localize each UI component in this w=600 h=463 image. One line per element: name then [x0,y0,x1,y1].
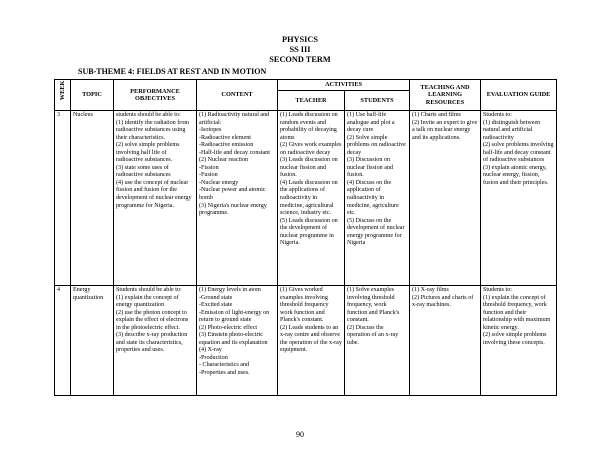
table-row [55,111,557,286]
cell-week: 4 [55,286,71,396]
cell-resources: (1) X-ray films (2) Pictures and charts of x-ray machines. [410,286,481,396]
class-title: SS III [289,45,311,54]
cell-content: (1) Radioactivity natural and artificial: -Isotopes -Radioactive element -Radioactive emission -Half-life and decay constant (2) Nuclear reaction -Fission -Fusion -Nuclear energy -Nuclear power and atomic bomb (3) Nigeria's nuclear energy programme. [197,111,278,286]
header-content: CONTENT [197,80,278,111]
term-title: SECOND TERM [269,55,331,64]
header-evaluation: EVALUATION GUIDE [481,80,557,111]
cell-content: (1) Energy levels in atom -Ground state -Excited state -Emission of light-energy on return to ground state (2) Photo-electric effect (3) Einstein photo-electric equation and its explanation (4) X-ray -Production - Characteristics and -Properties and uses. [197,286,278,396]
cell-evaluation: Students to: (1) distinguish between natural and artificial radioactivity (2) solve problems involving half-life and decay constant of radioactive substances (3) explain atomic energy, nuclear energy, fission, fusion and their principles. [481,111,557,286]
table-row [55,286,557,396]
cell-topic: Nucleus [71,111,114,286]
cell-objectives: Students should be able to: (1) explain the concept of energy quantization (2) use the photon concept to explain the effect of electrons in the photoelectric effect. (3) describe x-ray production and state its characteristics, properties and uses. [114,286,197,396]
header-week: WEEK [55,80,71,111]
header-activities: ACTIVITIES [278,80,410,91]
header-objectives: PERFORMANCE OBJECTIVES [114,80,197,111]
header-topic: TOPIC [71,80,114,111]
cell-students: (1) Solve examples involving threshold frequency, work function and Planck's constant. (2) Discuss the operation of an x-ray tube. [345,286,410,396]
header-students: STUDENTS [345,91,410,111]
cell-topic: Energy quantization [71,286,114,396]
header-teacher: TEACHER [278,91,345,111]
cell-evaluation: Students to: (1) explain the concept of threshold frequency, work function and their relationship with maximum kinetic energy. (2) solve simple problems involving these concepts. [481,286,557,396]
cell-students: (1) Use half-life analogue and plot a decay cure (2) Solve simple problems on radioactive decay (3) Discussion on nuclear fission and fusion. (4) Discuss on the application of radioactivity in medicine, agriculture etc. (5) Discuss on the development of nuclear energy programme for Nigeria [345,111,410,286]
header-resources: TEACHING AND LEARNING RESOURCES [410,80,481,111]
page-number: 90 [296,430,304,439]
cell-objectives: students should be able to: (1) identify the radiation from radioactive substances using their characteristics. (2) solve simple problems involving half life of radioactive substances. (3) state some uses of radioactive substances (4) use the concept of nuclear fission and fusion for the development of nuclear energy programme for Nigeria. [114,111,197,286]
curriculum-table [54,79,557,396]
subject-title: PHYSICS [282,35,318,44]
subtheme-title: SUB-THEME 4: FIELDS AT REST AND IN MOTION [78,67,267,76]
cell-teacher: (1) Gives worked examples involving threshold frequency work function and Planck's constant. (2) Leads students to an x-ray centre and observe the operation of the x-ray equipment. [278,286,345,396]
cell-teacher: (1) Leads discussion on random events and probability of decaying atoms (2) Gives work examples on radioactive decay (3) Leads discussion on nuclear fission and fusion. (4) Leads discussion on the applications of radioactivity in medicine, agricultural science, industry etc. (5) Leads discussion on the development of nuclear programme in Nigeria. [278,111,345,286]
cell-week: 3 [55,111,71,286]
cell-resources: (1) Charts and films (2) Invite an expert to give a talk on nuclear energy and its applications. [410,111,481,286]
